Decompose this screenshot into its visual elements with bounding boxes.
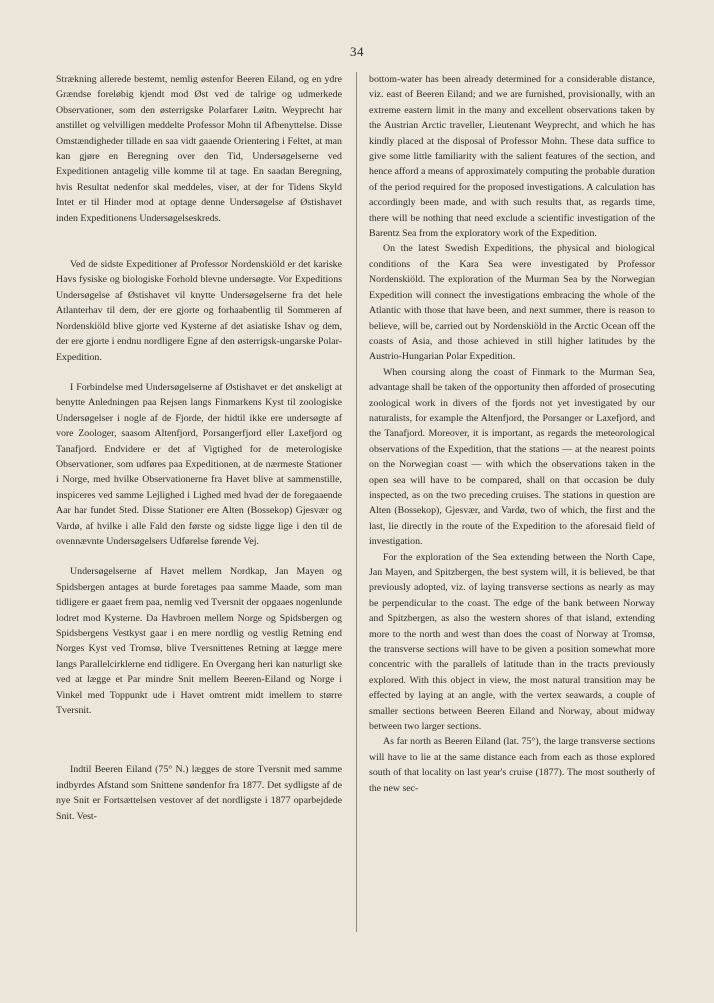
right-paragraph-2: On the latest Swedish Expeditions, the physical and biological conditions of the Kara Sea were investigated by Professor Nordenskiöld. The exploration of the Murman Sea by the Norwegian Expedition will connect the investigations embracing the whole of the Atlantic with those that have been, and next summer, there is reason to believe, will be, carried out by Nordenskiöld in the Arctic Ocean off the coasts of Asia, and those achieved in still higher latitudes by the Austrio-Hungarian Polar Expedition. bbox=[369, 243, 655, 363]
left-paragraph-1: Strækning allerede bestemt, nemlig østenfor Beeren Eiland, og en ydre Grændse foreløbig kjendt mod Øst ved de talrige og udmerkede Observationer, som den østerrigske Polarfarer Løitn. Weyprecht har anstillet og velvilligen meddelte Professor Mohn til Afbenyttelse. Disse Omstændigheder tillade en saa vidt gaaende Orientering i Feltet, at man kan gjøre en Beregning over den Tid, Undersøgelserne ved Expeditionen antagelig ville komme til at tage. En saadan Beregning, hvis Resultat nedenfor skal meddeles, viser, at der for Tidens Skyld Intet er til Hinder mod at optage denne Undersøgelse af Østishavet inden Expeditionens Undersøgelseskreds. bbox=[56, 74, 342, 224]
left-paragraph-2: Ved de sidste Expeditioner af Professor Nordenskiöld er det kariske Havs fysiske og biologiske Forhold blevne undersøgte. Vor Expeditions Undersøgelse af Østishavet vil knytte Undersøgelserne fra det hele Atlanterhav til dem, der ere gjorte og forhaabentlig til Sommeren af Nordenskiöld blive gjorte ved Kysterne af det asiatiske Ishav og dem, der ere gjorte i endnu nordligere Egne af den østerrigsk-ungarske Polar-Expedition. bbox=[56, 259, 342, 363]
right-paragraph-1: bottom-water has been already determined for a considerable distance, viz. east of Beeren Eiland; and we are furnished, provisionally, with an extreme eastern limit in the many and excellent observations taken by the Austrian Arctic traveller, Lieutenant Weyprecht, and which he has kindly placed at the disposal of Professor Mohn. These data suffice to give some little familiarity with the salient features of the section, and hence afford a means of approximately computing the probable duration of the period required for the proposed investigations. A calculation has accordingly been made, and with such results that, as regards time, there will be nothing that need exclude a scientific investigation of the Barentz Sea from the exploratory work of the Expedition. bbox=[369, 74, 655, 240]
right-column-english bbox=[369, 72, 655, 796]
left-column-danish bbox=[56, 72, 342, 824]
right-paragraph-3: When coursing along the coast of Finmark to the Murman Sea, advantage shall be taken of the opportunity then afforded of prosecuting zoological work in divers of the fjords not yet investigated by our naturalists, for example the Altenfjord, the Porsanger or Laxefjord, and the Tanafjord. Moreover, it is important, as regards the meteorological observations of the Expedition, that the stations — at the nearest points on the Norwegian coast — with which the observations taken in the open sea will have to be compared, shall on that occasion be duly inspected, as on the two preceding cruises. The stations in question are Alten (Bossekop), Gjesvær, and Vardø, two of which, the first and the last, lie directly in the route of the Expedition to the aforesaid field of investigation. bbox=[369, 366, 655, 548]
left-paragraph-3: I Forbindelse med Undersøgelserne af Østishavet er det ønskeligt at benytte Anledningen paa Rejsen langs Finmarkens Kyst til zoologiske Undersøgelser i nogle af de Fjorde, der hidtil ikke ere undersøgte af vore Zoologer, saasom Altenfjord, Porsangerfjord eller Laxefjord og Tanafjord. Endvidere er det af Vigtighed for de meterologiske Observationer, som udføres paa Expeditionen, at de nærmeste Stationer i Norge, med hvilke Observationerne fra Havet blive at sammenstille, inspiceres ved samme Lejlighed i Lighed med hvad der de foregaaende Aar har fundet Sted. Disse Stationer ere Alten (Bossekop) Gjesvær og Vardø, af hvilke i alle Fald den første og sidste ligge lige i den til de ovennævnte Undersøgelsers Udførelse førende Vej. bbox=[56, 381, 342, 547]
left-paragraph-5: Indtil Beeren Eiland (75° N.) lægges de store Tversnit med samme indbyrdes Afstand som Snittene søndenfor fra 1877. Det sydligste af de nye Snit er Fortsættelsen vestover af det nordligste i 1877 oparbejdede Snit. Vest- bbox=[56, 764, 342, 822]
page-number: 34 bbox=[350, 44, 364, 59]
right-paragraph-4: For the exploration of the Sea extending between the North Cape, Jan Mayen, and Spitzbergen, the best system will, it is believed, be that previously adopted, viz. of laying transverse sections as nearly as may be perpendicular to the coast. The edge of the bank between Norway and Spitzbergen, as also the western shores of that island, extending more to the north and west than does the coast of Norway at Tromsø, the transverse sections will have to be given a position somewhat more concentric with the parallels of latitude than in the tracts previously explored. With this object in view, the most natural transition may be effected by laying at an angle, with the vertex seawards, a couple of smaller sections between Beeren Eiland and Norway, about midway between two larger sections. bbox=[369, 551, 655, 733]
left-paragraph-4: Undersøgelserne af Havet mellem Nordkap, Jan Mayen og Spidsbergen antages at burde foretages paa samme Maade, som man tidligere er gaaet frem paa, nemlig ved Tversnit der opgaaes nogenlunde lodret mod Kysterne. Da Havbroen mellem Norge og Spidsbergen og Spidsbergens Vestkyst gaar i en mere nordlig og vestlig Retning end Norges Kyst ved Tromsø, blive Tversnittenes Retning at lægge mere langs Parallelcirklerne end tidligere. En Overgang heri kan naturligt ske ved at lægge et Par mindre Snit mellem Beeren-Eiland og Norge i Vinkel med Toppunkt ude i Havet omtrent midt imellem to større Tversnit. bbox=[56, 566, 342, 717]
column-divider bbox=[356, 72, 357, 932]
right-paragraph-5: As far north as Beeren Eiland (lat. 75°), the large transverse sections will have to lie at the same distance each from each as those explored south of that locality on last year's cruise (1877). The most southerly of the new sec- bbox=[369, 736, 655, 794]
